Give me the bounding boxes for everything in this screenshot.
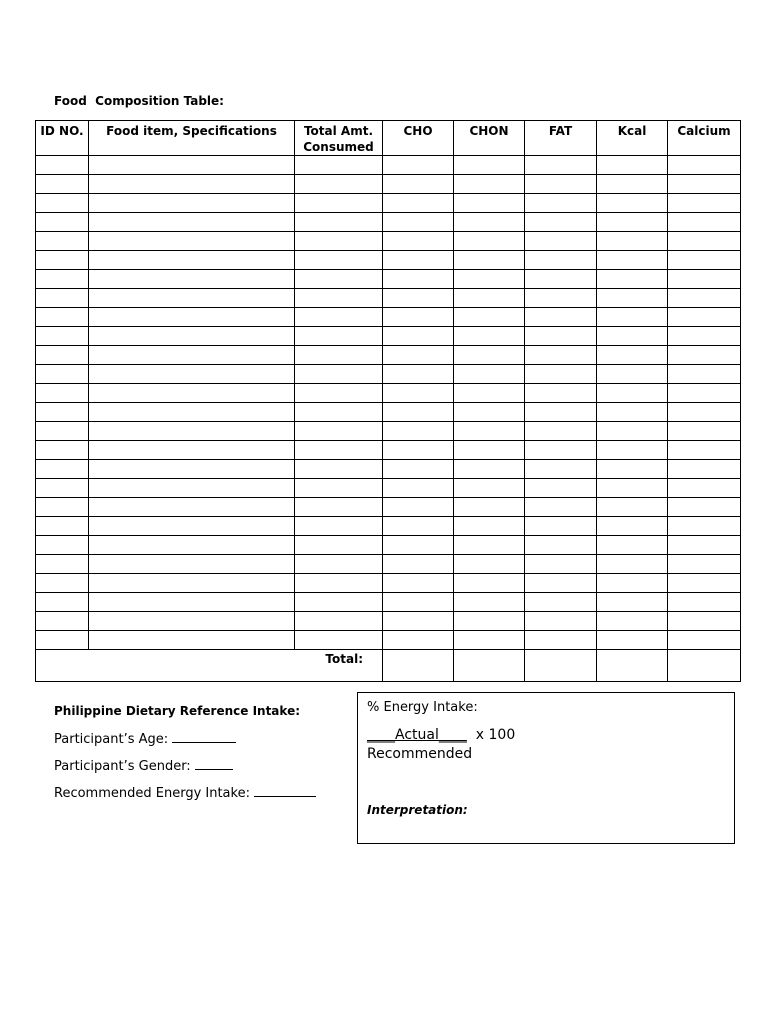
cell-food-item[interactable] (89, 365, 295, 384)
cell-fat[interactable] (525, 327, 597, 346)
cell-fat[interactable] (525, 175, 597, 194)
age-blank[interactable] (172, 730, 236, 743)
cell-id-no[interactable] (36, 498, 89, 517)
cell-chon[interactable] (454, 346, 525, 365)
energy-intake-label: % Energy Intake: (367, 700, 478, 715)
cell-fat[interactable] (525, 631, 597, 650)
cell-total-amount[interactable] (295, 175, 383, 194)
cell-calcium[interactable] (668, 365, 741, 384)
cell-id-no[interactable] (36, 593, 89, 612)
cell-fat[interactable] (525, 498, 597, 517)
cell-cho[interactable] (383, 232, 454, 251)
food-composition-table (35, 120, 741, 682)
cell-fat[interactable] (525, 194, 597, 213)
cell-calcium[interactable] (668, 593, 741, 612)
cell-id-no[interactable] (36, 289, 89, 308)
cell-fat[interactable] (525, 555, 597, 574)
cell-total-amount[interactable] (295, 460, 383, 479)
cell-food-item[interactable] (89, 536, 295, 555)
cell-fat[interactable] (525, 460, 597, 479)
cell-id-no[interactable] (36, 422, 89, 441)
cell-kcal[interactable] (597, 555, 668, 574)
cell-fat[interactable] (525, 213, 597, 232)
cell-id-no[interactable] (36, 479, 89, 498)
cell-cho[interactable] (383, 194, 454, 213)
cell-cho[interactable] (383, 403, 454, 422)
interpretation-label: Interpretation: (367, 803, 468, 817)
gender-label: Participant’s Gender: (54, 759, 191, 774)
cell-chon[interactable] (454, 631, 525, 650)
cell-id-no[interactable] (36, 612, 89, 631)
cell-calcium[interactable] (668, 612, 741, 631)
header-kcal: Kcal (597, 121, 668, 156)
table-row (36, 574, 741, 593)
table-row (36, 194, 741, 213)
cell-total-amount[interactable] (295, 365, 383, 384)
cell-chon[interactable] (454, 156, 525, 175)
cell-food-item[interactable] (89, 631, 295, 650)
table-row (36, 175, 741, 194)
total-cell-chon[interactable] (454, 650, 525, 682)
cell-calcium[interactable] (668, 213, 741, 232)
cell-total-amount[interactable] (295, 270, 383, 289)
cell-kcal[interactable] (597, 175, 668, 194)
gender-line (54, 757, 316, 774)
cell-fat[interactable] (525, 289, 597, 308)
table-row (36, 232, 741, 251)
cell-cho[interactable] (383, 156, 454, 175)
cell-chon[interactable] (454, 213, 525, 232)
cell-kcal[interactable] (597, 536, 668, 555)
cell-cho[interactable] (383, 384, 454, 403)
cell-fat[interactable] (525, 232, 597, 251)
cell-id-no[interactable] (36, 517, 89, 536)
cell-calcium[interactable] (668, 441, 741, 460)
cell-food-item[interactable] (89, 555, 295, 574)
cell-cho[interactable] (383, 517, 454, 536)
cell-fat[interactable] (525, 365, 597, 384)
cell-chon[interactable] (454, 498, 525, 517)
cell-food-item[interactable] (89, 479, 295, 498)
cell-food-item[interactable] (89, 270, 295, 289)
header-chon: CHON (454, 121, 525, 156)
cell-total-amount[interactable] (295, 384, 383, 403)
cell-total-amount[interactable] (295, 498, 383, 517)
cell-id-no[interactable] (36, 270, 89, 289)
cell-id-no[interactable] (36, 175, 89, 194)
cell-fat[interactable] (525, 346, 597, 365)
cell-kcal[interactable] (597, 232, 668, 251)
cell-chon[interactable] (454, 422, 525, 441)
cell-chon[interactable] (454, 403, 525, 422)
cell-id-no[interactable] (36, 536, 89, 555)
cell-total-amount[interactable] (295, 574, 383, 593)
cell-food-item[interactable] (89, 308, 295, 327)
table-row (36, 460, 741, 479)
table-row (36, 365, 741, 384)
total-row (36, 650, 741, 682)
table-row (36, 270, 741, 289)
table-row (36, 441, 741, 460)
cell-total-amount[interactable] (295, 251, 383, 270)
cell-total-amount[interactable] (295, 593, 383, 612)
cell-kcal[interactable] (597, 156, 668, 175)
table-row (36, 251, 741, 270)
cell-total-amount[interactable] (295, 289, 383, 308)
cell-total-amount[interactable] (295, 517, 383, 536)
cell-food-item[interactable] (89, 289, 295, 308)
gender-blank[interactable] (195, 757, 233, 770)
cell-chon[interactable] (454, 175, 525, 194)
cell-kcal[interactable] (597, 194, 668, 213)
table-row (36, 612, 741, 631)
cell-food-item[interactable] (89, 346, 295, 365)
cell-id-no[interactable] (36, 441, 89, 460)
cell-food-item[interactable] (89, 422, 295, 441)
cell-fat[interactable] (525, 308, 597, 327)
cell-chon[interactable] (454, 517, 525, 536)
cell-food-item[interactable] (89, 403, 295, 422)
cell-food-item[interactable] (89, 194, 295, 213)
cell-id-no[interactable] (36, 460, 89, 479)
cell-cho[interactable] (383, 555, 454, 574)
cell-calcium[interactable] (668, 460, 741, 479)
cell-chon[interactable] (454, 194, 525, 213)
cell-cho[interactable] (383, 612, 454, 631)
cell-total-amount[interactable] (295, 156, 383, 175)
cell-total-amount[interactable] (295, 479, 383, 498)
cell-chon[interactable] (454, 251, 525, 270)
cell-chon[interactable] (454, 574, 525, 593)
cell-calcium[interactable] (668, 479, 741, 498)
cell-chon[interactable] (454, 289, 525, 308)
cell-kcal[interactable] (597, 574, 668, 593)
cell-fat[interactable] (525, 479, 597, 498)
table-body (36, 156, 741, 650)
cell-cho[interactable] (383, 574, 454, 593)
cell-calcium[interactable] (668, 327, 741, 346)
cell-chon[interactable] (454, 327, 525, 346)
cell-total-amount[interactable] (295, 441, 383, 460)
cell-fat[interactable] (525, 403, 597, 422)
cell-kcal[interactable] (597, 422, 668, 441)
header-calcium: Calcium (668, 121, 741, 156)
cell-total-amount[interactable] (295, 232, 383, 251)
cell-kcal[interactable] (597, 289, 668, 308)
cell-calcium[interactable] (668, 289, 741, 308)
cell-calcium[interactable] (668, 498, 741, 517)
cell-total-amount[interactable] (295, 213, 383, 232)
cell-chon[interactable] (454, 593, 525, 612)
cell-kcal[interactable] (597, 384, 668, 403)
cell-food-item[interactable] (89, 593, 295, 612)
recommended-energy-blank[interactable] (254, 784, 316, 797)
cell-kcal[interactable] (597, 498, 668, 517)
table-row (36, 213, 741, 232)
cell-chon[interactable] (454, 365, 525, 384)
cell-total-amount[interactable] (295, 536, 383, 555)
cell-fat[interactable] (525, 574, 597, 593)
cell-food-item[interactable] (89, 517, 295, 536)
cell-id-no[interactable] (36, 327, 89, 346)
cell-chon[interactable] (454, 612, 525, 631)
table-header-row (36, 121, 741, 156)
cell-fat[interactable] (525, 612, 597, 631)
cell-kcal[interactable] (597, 251, 668, 270)
cell-kcal[interactable] (597, 346, 668, 365)
cell-total-amount[interactable] (295, 631, 383, 650)
table-row (36, 555, 741, 574)
table-row (36, 422, 741, 441)
total-cell-calcium[interactable] (668, 650, 741, 682)
cell-food-item[interactable] (89, 251, 295, 270)
table-row (36, 346, 741, 365)
header-total-amount: Total Amt. Consumed (295, 121, 383, 156)
cell-chon[interactable] (454, 270, 525, 289)
cell-cho[interactable] (383, 175, 454, 194)
cell-cho[interactable] (383, 422, 454, 441)
cell-cho[interactable] (383, 346, 454, 365)
cell-id-no[interactable] (36, 346, 89, 365)
cell-kcal[interactable] (597, 308, 668, 327)
cell-calcium[interactable] (668, 631, 741, 650)
cell-chon[interactable] (454, 555, 525, 574)
table-row (36, 498, 741, 517)
cell-food-item[interactable] (89, 175, 295, 194)
cell-fat[interactable] (525, 517, 597, 536)
cell-kcal[interactable] (597, 612, 668, 631)
cell-calcium[interactable] (668, 422, 741, 441)
energy-line (54, 784, 316, 801)
cell-calcium[interactable] (668, 403, 741, 422)
cell-cho[interactable] (383, 308, 454, 327)
cell-calcium[interactable] (668, 517, 741, 536)
cell-food-item[interactable] (89, 384, 295, 403)
table-row (36, 517, 741, 536)
cell-chon[interactable] (454, 232, 525, 251)
table-row (36, 384, 741, 403)
cell-kcal[interactable] (597, 327, 668, 346)
cell-cho[interactable] (383, 460, 454, 479)
cell-id-no[interactable] (36, 308, 89, 327)
cell-total-amount[interactable] (295, 612, 383, 631)
cell-cho[interactable] (383, 327, 454, 346)
energy-intake-box (357, 692, 735, 844)
table-row (36, 327, 741, 346)
cell-calcium[interactable] (668, 232, 741, 251)
cell-calcium[interactable] (668, 536, 741, 555)
cell-id-no[interactable] (36, 555, 89, 574)
table-row (36, 156, 741, 175)
cell-id-no[interactable] (36, 251, 89, 270)
cell-calcium[interactable] (668, 574, 741, 593)
cell-calcium[interactable] (668, 308, 741, 327)
cell-total-amount[interactable] (295, 308, 383, 327)
cell-cho[interactable] (383, 479, 454, 498)
header-food-item: Food item, Specifications (89, 121, 295, 156)
cell-calcium[interactable] (668, 270, 741, 289)
cell-chon[interactable] (454, 308, 525, 327)
recommended-energy-label: Recommended Energy Intake: (54, 786, 250, 801)
cell-chon[interactable] (454, 536, 525, 555)
cell-cho[interactable] (383, 251, 454, 270)
cell-kcal[interactable] (597, 365, 668, 384)
cell-chon[interactable] (454, 460, 525, 479)
cell-fat[interactable] (525, 251, 597, 270)
cell-cho[interactable] (383, 441, 454, 460)
cell-total-amount[interactable] (295, 422, 383, 441)
cell-food-item[interactable] (89, 441, 295, 460)
cell-chon[interactable] (454, 479, 525, 498)
cell-cho[interactable] (383, 631, 454, 650)
cell-kcal[interactable] (597, 441, 668, 460)
cell-food-item[interactable] (89, 498, 295, 517)
cell-total-amount[interactable] (295, 346, 383, 365)
cell-cho[interactable] (383, 536, 454, 555)
cell-id-no[interactable] (36, 365, 89, 384)
cell-id-no[interactable] (36, 194, 89, 213)
cell-kcal[interactable] (597, 631, 668, 650)
cell-total-amount[interactable] (295, 555, 383, 574)
header-id-no: ID NO. (36, 121, 89, 156)
cell-fat[interactable] (525, 384, 597, 403)
cell-food-item[interactable] (89, 327, 295, 346)
page-title: Food Composition Table: (54, 94, 224, 108)
header-cho: CHO (383, 121, 454, 156)
fraction-numerator: ____Actual____ (367, 727, 467, 743)
table-row (36, 536, 741, 555)
header-fat: FAT (525, 121, 597, 156)
cell-calcium[interactable] (668, 175, 741, 194)
total-cell-fat[interactable] (525, 650, 597, 682)
cell-calcium[interactable] (668, 194, 741, 213)
cell-cho[interactable] (383, 289, 454, 308)
total-cell-kcal[interactable] (597, 650, 668, 682)
cell-total-amount[interactable] (295, 327, 383, 346)
age-line (54, 730, 316, 747)
dietary-reference-section (54, 704, 316, 811)
table-row (36, 631, 741, 650)
cell-kcal[interactable] (597, 517, 668, 536)
cell-id-no[interactable] (36, 232, 89, 251)
cell-fat[interactable] (525, 270, 597, 289)
cell-food-item[interactable] (89, 156, 295, 175)
fraction-multiplier: x 100 (475, 727, 516, 743)
table-row (36, 403, 741, 422)
cell-chon[interactable] (454, 441, 525, 460)
table-row (36, 479, 741, 498)
cell-total-amount[interactable] (295, 403, 383, 422)
table-row (36, 308, 741, 327)
cell-calcium[interactable] (668, 384, 741, 403)
cell-cho[interactable] (383, 498, 454, 517)
fraction-numerator-line (367, 727, 515, 743)
cell-id-no[interactable] (36, 213, 89, 232)
total-cell-cho[interactable] (383, 650, 454, 682)
cell-food-item[interactable] (89, 213, 295, 232)
age-label: Participant’s Age: (54, 732, 169, 747)
cell-food-item[interactable] (89, 460, 295, 479)
table-row (36, 289, 741, 308)
cell-food-item[interactable] (89, 574, 295, 593)
cell-fat[interactable] (525, 156, 597, 175)
cell-id-no[interactable] (36, 156, 89, 175)
cell-cho[interactable] (383, 213, 454, 232)
cell-food-item[interactable] (89, 612, 295, 631)
cell-cho[interactable] (383, 365, 454, 384)
cell-kcal[interactable] (597, 270, 668, 289)
cell-id-no[interactable] (36, 384, 89, 403)
cell-calcium[interactable] (668, 346, 741, 365)
cell-fat[interactable] (525, 536, 597, 555)
cell-total-amount[interactable] (295, 194, 383, 213)
cell-cho[interactable] (383, 593, 454, 612)
cell-kcal[interactable] (597, 593, 668, 612)
dietary-reference-heading: Philippine Dietary Reference Intake: (54, 704, 300, 718)
cell-cho[interactable] (383, 270, 454, 289)
fraction-denominator: Recommended (367, 746, 473, 762)
cell-fat[interactable] (525, 593, 597, 612)
cell-fat[interactable] (525, 422, 597, 441)
cell-id-no[interactable] (36, 574, 89, 593)
cell-food-item[interactable] (89, 232, 295, 251)
cell-fat[interactable] (525, 441, 597, 460)
total-label: Total: (36, 650, 383, 682)
cell-kcal[interactable] (597, 213, 668, 232)
cell-chon[interactable] (454, 384, 525, 403)
cell-kcal[interactable] (597, 460, 668, 479)
cell-kcal[interactable] (597, 479, 668, 498)
cell-id-no[interactable] (36, 631, 89, 650)
cell-calcium[interactable] (668, 251, 741, 270)
cell-calcium[interactable] (668, 555, 741, 574)
cell-calcium[interactable] (668, 156, 741, 175)
cell-kcal[interactable] (597, 403, 668, 422)
table-row (36, 593, 741, 612)
cell-id-no[interactable] (36, 403, 89, 422)
